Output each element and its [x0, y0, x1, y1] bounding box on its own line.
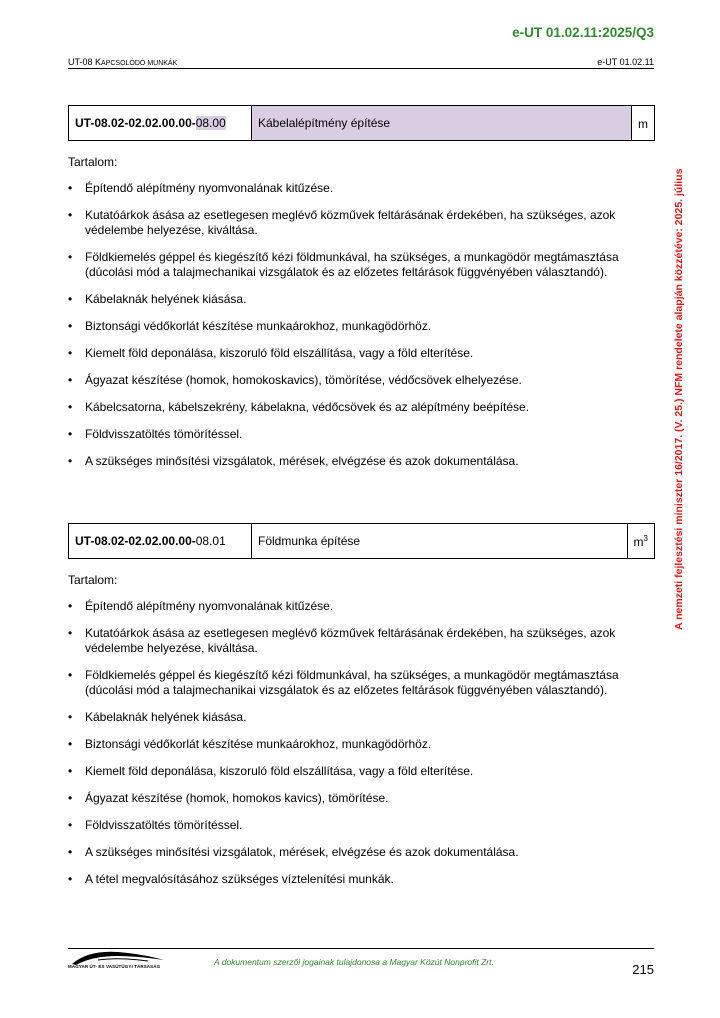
side-note: A nemzeti fejlesztési miniszter 16/2017. (V. 25.) NFM rendelete alapján közzétéve: 2025. július — [673, 168, 685, 630]
bullet-list-2 — [68, 599, 628, 899]
item-unit-sup: 3 — [643, 533, 648, 543]
copyright-note: A dokumentum szerzői jogainak tulajdonosa a Magyar Közút Nonprofit Zrt. — [214, 957, 494, 967]
list-item: • Kábelaknák helyének kiásása. — [68, 710, 628, 725]
section-prefix: UT-08 — [68, 57, 96, 67]
organization-logo — [68, 948, 168, 974]
content-label: Tartalom: — [68, 155, 118, 169]
item-unit — [632, 106, 655, 141]
list-item: • Kiemelt föld deponálása, kiszoruló föld elszállítása, vagy a föld elterítése. — [68, 346, 628, 361]
list-item: • Kutatóárkok ásása az esetlegesen meglévő közművek feltárásának érdekében, ha szükséges, azok védelembe helyezése, kiváltása. — [68, 208, 628, 238]
item-table-1 — [68, 105, 655, 141]
logo-text: MAGYAR ÚT- ÉS VASÚTÜGYI TÁRSASÁG — [68, 964, 161, 969]
item-code — [69, 524, 252, 559]
item-title: Földmunka építése — [252, 524, 628, 559]
item-code-main: UT-08.02-02.02.00.00- — [75, 116, 196, 130]
list-item: • Földkiemelés géppel és kiegészítő kézi földmunkával, ha szükséges, a munkagödör megtámasztása (dúcolási mód a talajmechanikai vizsgálatok és az előzetes feltárások függvényében választandó). — [68, 668, 628, 698]
list-item: • Építendő alépítmény nyomvonalának kitűzése. — [68, 181, 628, 196]
item-code-suffix: 08.00 — [195, 116, 226, 130]
section-title: KAPCSOLÓDÓ MUNKÁK — [95, 57, 178, 67]
list-item: • Ágyazat készítése (homok, homokos kavics), tömörítése. — [68, 791, 628, 806]
item-unit — [627, 524, 654, 559]
list-item: • Földvisszatöltés tömörítéssel. — [68, 818, 628, 833]
document-code: e-UT 01.02.11:2025/Q3 — [512, 25, 654, 40]
list-item: • Kutatóárkok ásása az esetlegesen meglévő közművek feltárásának érdekében, ha szükséges, azok védelembe helyezése, kiváltása. — [68, 626, 628, 656]
list-item: • Biztonsági védőkorlát készítése munkaárokhoz, munkagödörhöz. — [68, 319, 628, 334]
item-code-main: UT-08.02-02.02.00.00- — [75, 534, 196, 548]
list-item: • Kábelaknák helyének kiásása. — [68, 292, 628, 307]
header-right-code: e-UT 01.02.11 — [597, 57, 654, 67]
list-item: • Kiemelt föld deponálása, kiszoruló föld elszállítása, vagy a föld elterítése. — [68, 764, 628, 779]
list-item: • Földkiemelés géppel és kiegészítő kézi földmunkával, ha szükséges, a munkagödör megtámasztása (dúcolási mód a talajmechanikai vizsgálatok és az előzetes feltárások függvényében választandó). — [68, 250, 628, 280]
list-item: • A szükséges minősítési vizsgálatok, mérések, elvégzése és azok dokumentálása. — [68, 454, 628, 469]
item-title: Kábelalépítmény építése — [252, 106, 632, 141]
item-table-2 — [68, 523, 655, 559]
list-item: • A szükséges minősítési vizsgálatok, mérések, elvégzése és azok dokumentálása. — [68, 845, 628, 860]
header-rule — [68, 68, 654, 69]
item-unit-base: m — [638, 117, 648, 131]
list-item: • A tétel megvalósításához szükséges víztelenítési munkák. — [68, 872, 628, 887]
item-code-suffix: 08.01 — [195, 534, 226, 548]
section-header — [68, 57, 177, 67]
content-label: Tartalom: — [68, 573, 118, 587]
page-number: 215 — [632, 962, 654, 977]
bullet-list-1 — [68, 181, 628, 481]
list-item: • Ágyazat készítése (homok, homokoskavics), tömörítése, védőcsövek elhelyezése. — [68, 373, 628, 388]
list-item: • Biztonsági védőkorlát készítése munkaárokhoz, munkagödörhöz. — [68, 737, 628, 752]
item-unit-base: m — [633, 534, 644, 549]
list-item: • Építendő alépítmény nyomvonalának kitűzése. — [68, 599, 628, 614]
list-item: • Földvisszatöltés tömörítéssel. — [68, 427, 628, 442]
list-item: • Kábelcsatorna, kábelszekrény, kábelakna, védőcsövek és az alépítmény beépítése. — [68, 400, 628, 415]
item-code — [69, 106, 252, 141]
